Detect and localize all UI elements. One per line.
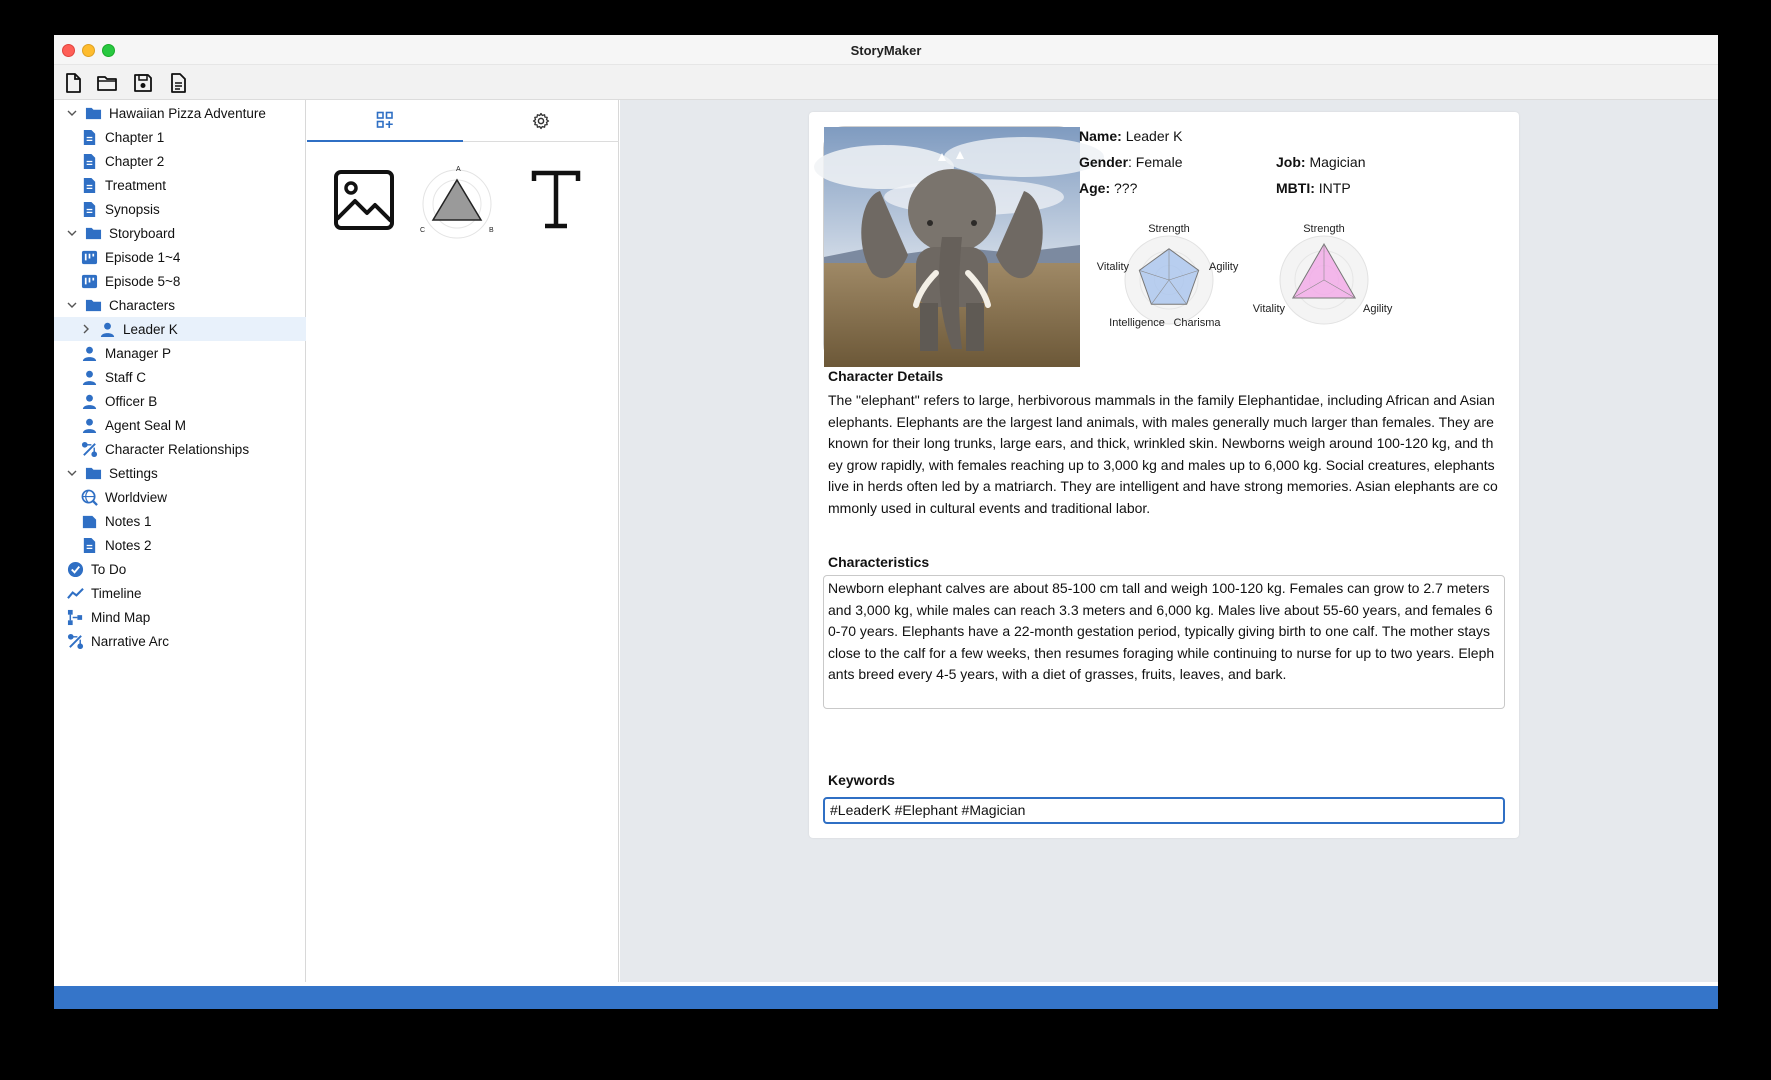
status-bar xyxy=(54,986,1718,1009)
tree-item-label: Narrative Arc xyxy=(91,633,170,649)
tree-item-settings[interactable] xyxy=(54,461,306,485)
add-widget-icon xyxy=(376,111,394,129)
tree-item-label: Officer B xyxy=(105,393,158,409)
radar-axis-label: Charisma xyxy=(1173,317,1221,329)
tree-item-label: Character Relationships xyxy=(105,441,250,457)
tree-item-character-relationships[interactable] xyxy=(54,437,306,461)
radar-label-b: B xyxy=(489,227,494,234)
mind-map-icon xyxy=(67,609,84,626)
age-label: Age: xyxy=(1079,180,1111,196)
tree-item-label: To Do xyxy=(91,561,127,577)
globe-search-icon xyxy=(81,489,98,506)
chevron-down-icon[interactable] xyxy=(67,300,77,310)
tree-item-label: Synopsis xyxy=(105,201,160,217)
mbti-value: INTP xyxy=(1318,180,1351,196)
stats-radar-chart-1[interactable] xyxy=(1089,218,1249,338)
chevron-right-icon[interactable] xyxy=(81,324,91,334)
keywords-title: Keywords xyxy=(828,772,895,788)
tree-item-staff-c[interactable] xyxy=(54,365,306,389)
character-job xyxy=(1276,154,1365,170)
window-title: StoryMaker xyxy=(850,43,922,58)
mbti-label: MBTI: xyxy=(1276,180,1315,196)
element-palette xyxy=(307,100,619,982)
open-folder-icon[interactable] xyxy=(96,72,118,94)
tree-item-manager-p[interactable] xyxy=(54,341,306,365)
chevron-down-icon[interactable] xyxy=(67,468,77,478)
radar-axis-label: Agility xyxy=(1363,303,1393,315)
tab-add-elements[interactable] xyxy=(307,100,463,142)
tree-item-label: Episode 1~4 xyxy=(105,249,181,265)
tree-item-label: Settings xyxy=(109,465,158,481)
tree-item-label: Timeline xyxy=(91,585,142,601)
tree-item-storyboard[interactable] xyxy=(54,221,306,245)
tree-item-label: Chapter 1 xyxy=(105,129,165,145)
save-icon[interactable] xyxy=(132,72,154,94)
document-icon xyxy=(81,153,98,170)
tree-item-officer-b[interactable] xyxy=(54,389,306,413)
document-icon[interactable] xyxy=(167,72,189,94)
tree-item-narrative-arc[interactable] xyxy=(54,629,306,653)
tree-item-label: Leader K xyxy=(123,321,178,337)
image-element-icon[interactable] xyxy=(333,169,395,231)
storyboard-icon xyxy=(81,273,98,290)
title-bar xyxy=(54,35,1718,65)
new-file-icon[interactable] xyxy=(62,72,84,94)
radar-label-a: A xyxy=(456,166,461,173)
name-value: Leader K xyxy=(1125,128,1183,144)
job-value: Magician xyxy=(1309,154,1366,170)
editor-area xyxy=(620,100,1718,982)
radar-axis-label: Vitality xyxy=(1252,303,1285,315)
tree-item-notes-2[interactable] xyxy=(54,533,306,557)
tree-item-mind-map[interactable] xyxy=(54,605,306,629)
tree-item-project[interactable] xyxy=(54,101,306,125)
chevron-down-icon[interactable] xyxy=(67,228,77,238)
tree-item-chapter-2[interactable] xyxy=(54,149,306,173)
character-sheet xyxy=(809,112,1519,838)
document-icon xyxy=(81,201,98,218)
tree-item-label: Mind Map xyxy=(91,609,151,625)
name-label: Name: xyxy=(1079,128,1122,144)
character-gender: Gender: Female xyxy=(1079,154,1183,170)
app-window xyxy=(54,35,1718,1009)
character-age xyxy=(1079,180,1137,196)
tree-item-to-do[interactable] xyxy=(54,557,306,581)
relationship-icon xyxy=(81,441,98,458)
character-photo[interactable] xyxy=(823,126,1079,366)
tree-item-label: Agent Seal M xyxy=(105,417,187,433)
tab-settings[interactable] xyxy=(463,100,619,142)
tree-item-chapter-1[interactable] xyxy=(54,125,306,149)
tree-item-label: Manager P xyxy=(105,345,172,361)
tree-item-label: Notes 1 xyxy=(105,513,152,529)
document-icon xyxy=(81,537,98,554)
document-icon xyxy=(81,177,98,194)
person-icon xyxy=(81,393,98,410)
keywords-input[interactable]: #LeaderK #Elephant #Magician xyxy=(823,797,1505,824)
tree-item-label: Characters xyxy=(109,297,176,313)
gender-value: Female xyxy=(1135,154,1183,170)
tree-item-label: Episode 5~8 xyxy=(105,273,181,289)
toolbar xyxy=(54,65,1718,100)
character-details-title: Character Details xyxy=(828,368,944,384)
tree-item-characters[interactable] xyxy=(54,293,306,317)
tree-item-label: Storyboard xyxy=(109,225,176,241)
chevron-down-icon[interactable] xyxy=(67,108,77,118)
document-icon xyxy=(81,129,98,146)
elephant-image xyxy=(824,127,1080,367)
tree-item-label: Worldview xyxy=(105,489,168,505)
tree-item-label: Hawaiian Pizza Adventure xyxy=(109,105,266,121)
tree-item-label: Treatment xyxy=(105,177,167,193)
characteristics-title: Characteristics xyxy=(828,554,930,570)
storyboard-icon xyxy=(81,249,98,266)
gender-label: Gender xyxy=(1079,154,1129,170)
relationship-icon xyxy=(67,633,84,650)
project-tree xyxy=(54,100,306,982)
tree-item-worldview[interactable] xyxy=(54,485,306,509)
folder-icon xyxy=(85,225,102,242)
character-mbti xyxy=(1276,180,1351,196)
tree-item-agent-seal-m[interactable] xyxy=(54,413,306,437)
folder-icon xyxy=(85,297,102,314)
age-value: ??? xyxy=(1114,180,1138,196)
character-name xyxy=(1079,128,1183,144)
radar-axis-label: Strength xyxy=(1148,223,1190,235)
radar-axis-label: Intelligence xyxy=(1109,317,1165,329)
radar-label-c: C xyxy=(420,227,426,234)
gear-icon xyxy=(532,112,550,130)
radar-axis-label: Agility xyxy=(1209,261,1239,273)
tree-item-leader-k[interactable] xyxy=(54,317,306,341)
person-icon xyxy=(81,369,98,386)
person-icon xyxy=(81,345,98,362)
job-label: Job: xyxy=(1276,154,1306,170)
tree-item-notes-1[interactable] xyxy=(54,509,306,533)
tree-item-label: Staff C xyxy=(105,369,147,385)
tree-item-label: Chapter 2 xyxy=(105,153,165,169)
folder-icon xyxy=(85,465,102,482)
note-icon xyxy=(81,513,98,530)
radar-axis-label: Vitality xyxy=(1096,261,1129,273)
characteristics-text: Newborn elephant calves are about 85-100 cm tall and weigh 100-120 kg. Females can grow to 2.7 meters and 3,000 kg, while males can reach 3.3 meters and 6,000 kg. Males live about 55-60 years, and females 60-70 years. Elephants have a 22-month gestation period, typically giving birth to one calf. The mother stays close to the calf for a few weeks, then resumes foraging while continuing to nurse for up to two years. Elephants breed every 4-5 years, with a diet of grasses, fruits, leaves, and bark. xyxy=(828,580,1495,682)
folder-icon xyxy=(85,105,102,122)
person-icon xyxy=(81,417,98,434)
tree-item-timeline[interactable] xyxy=(54,581,306,605)
radar-chart-element-icon[interactable] xyxy=(419,162,495,240)
tree-item-treatment[interactable] xyxy=(54,173,306,197)
tree-item-episode-5-8[interactable] xyxy=(54,269,306,293)
radar-axis-label: Strength xyxy=(1303,223,1345,235)
check-circle-icon xyxy=(67,561,84,578)
tree-item-episode-1-4[interactable] xyxy=(54,245,306,269)
timeline-icon xyxy=(67,585,84,602)
person-icon xyxy=(99,321,116,338)
character-details-text: The "elephant" refers to large, herbivorous mammals in the family Elephantidae, including African and Asian elephants. Elephants are the largest land animals, with males generally much larger than females. They are known for their long trunks, large ears, and thick, wrinkled skin. Newborns weigh around 100-120 kg, and they grow rapidly, with females reaching up to 3,000 kg and males up to 6,000 kg. Social creatures, elephants live in herds often led by a matriarch. They are intelligent and have strong memories. Asian elephants are commonly used in cultural events and traditional labor. xyxy=(828,392,1498,516)
tree-item-label: Notes 2 xyxy=(105,537,152,553)
tree-item-synopsis[interactable] xyxy=(54,197,306,221)
text-element-icon[interactable] xyxy=(531,170,581,230)
stats-radar-chart-2[interactable] xyxy=(1252,218,1399,338)
